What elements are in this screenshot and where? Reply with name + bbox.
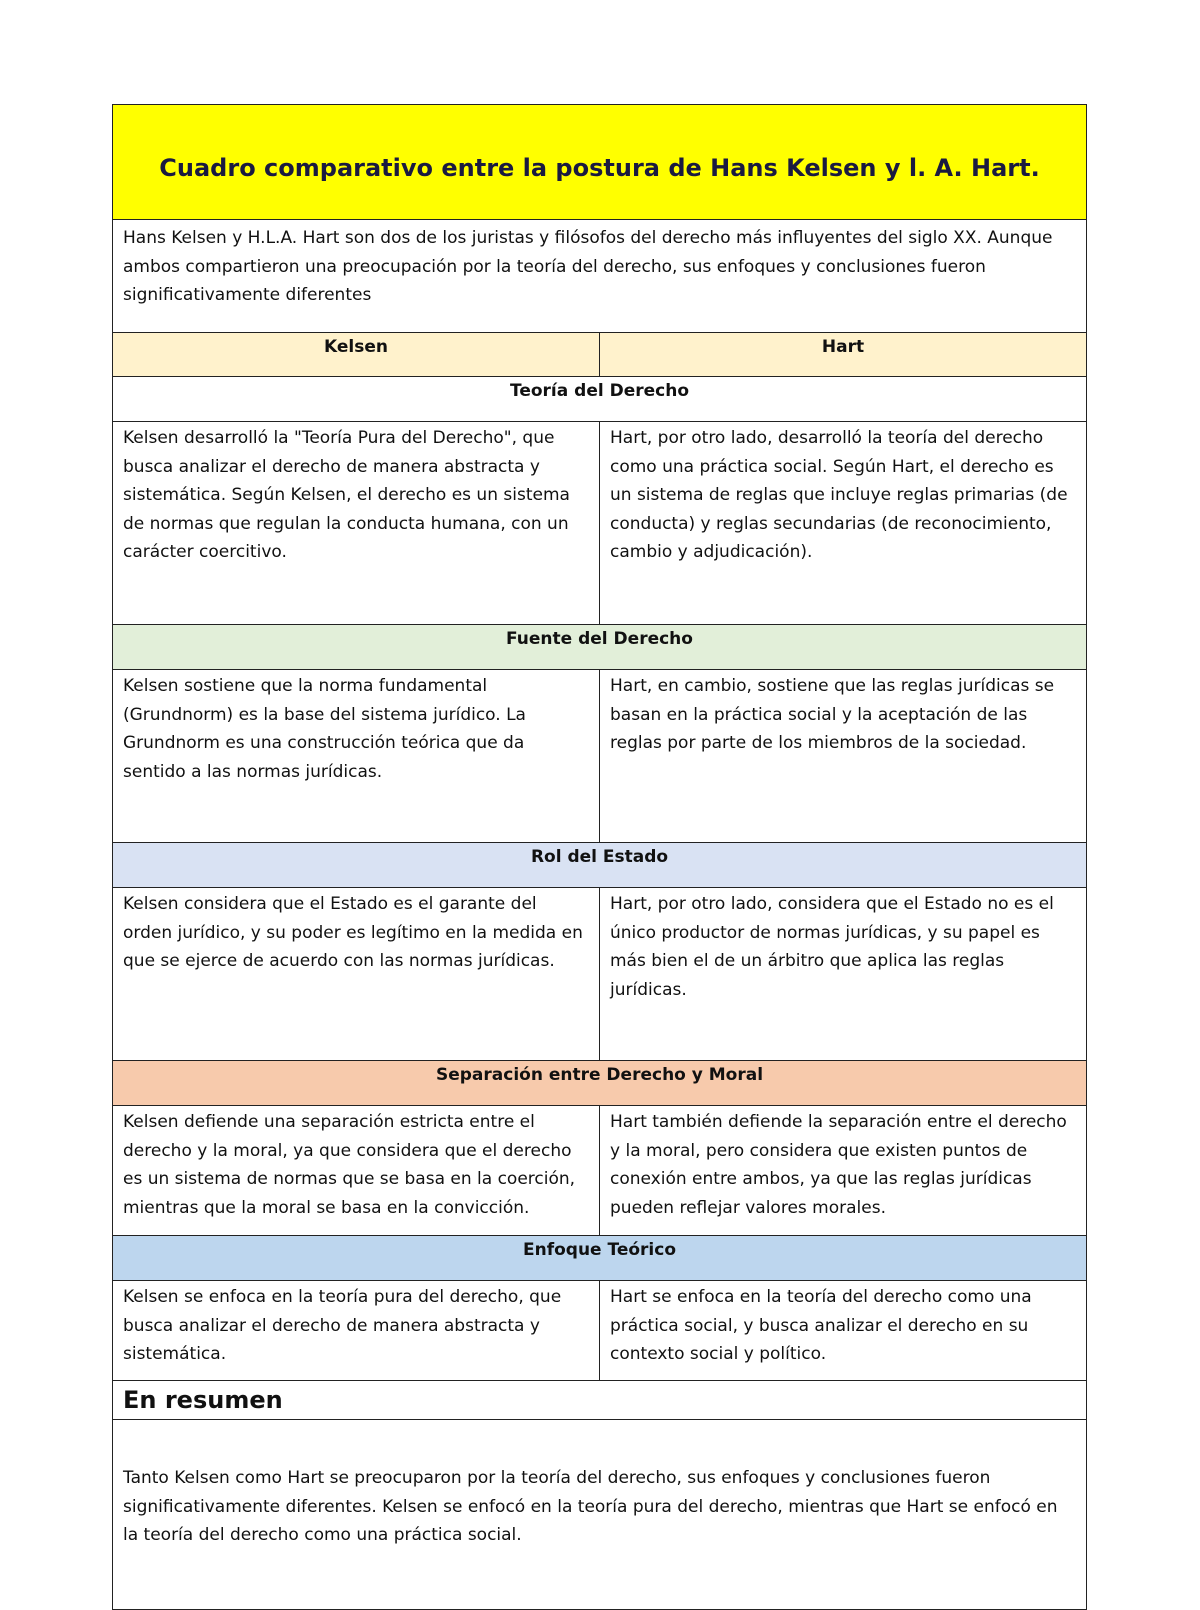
- section-heading-row: [113, 843, 1087, 888]
- title-row: [113, 105, 1087, 220]
- section-row: [113, 670, 1087, 843]
- kelsen-cell-teoria: Kelsen desarrolló la "Teoría Pura del Derecho", que busca analizar el derecho de manera abstracta y sistemática. Según Kelsen, el derecho es un sistema de normas que regulan la conducta humana, con un carácter coercitivo.: [113, 422, 600, 625]
- section-row: [113, 1281, 1087, 1381]
- summary-heading: En resumen: [113, 1381, 1087, 1420]
- intro-row: [113, 220, 1087, 333]
- summary-paragraph: Tanto Kelsen como Hart se preocuparon por la teoría del derecho, sus enfoques y conclusiones fueron significativamente diferentes. Kelsen se enfocó en la teoría pura del derecho, mientras que Hart se enfocó en la teoría del derecho como una práctica social.: [113, 1420, 1087, 1610]
- section-heading-fuente: Fuente del Derecho: [113, 625, 1087, 670]
- hart-cell-enfoque: Hart se enfoca en la teoría del derecho como una práctica social, y busca analizar el derecho en su contexto social y político.: [600, 1281, 1087, 1381]
- section-heading-row: [113, 1236, 1087, 1281]
- section-heading-row: [113, 625, 1087, 670]
- kelsen-cell-rol: Kelsen considera que el Estado es el garante del orden jurídico, y su poder es legítimo en la medida en que se ejerce de acuerdo con las normas jurídicas.: [113, 888, 600, 1061]
- hart-cell-fuente: Hart, en cambio, sostiene que las reglas jurídicas se basan en la práctica social y la aceptación de las reglas por parte de los miembros de la sociedad.: [600, 670, 1087, 843]
- section-heading-teoria: Teoría del Derecho: [113, 377, 1087, 422]
- column-header-row: [113, 333, 1087, 377]
- hart-cell-rol: Hart, por otro lado, considera que el Estado no es el único productor de normas jurídicas, y su papel es más bien el de un árbitro que aplica las reglas jurídicas.: [600, 888, 1087, 1061]
- summary-heading-row: [113, 1381, 1087, 1420]
- hart-cell-teoria: Hart, por otro lado, desarrolló la teoría del derecho como una práctica social. Según Hart, el derecho es un sistema de reglas que incluye reglas primarias (de conducta) y reglas secundarias (de reconocimiento, cambio y adjudicación).: [600, 422, 1087, 625]
- comparison-table: [112, 104, 1087, 1610]
- section-heading-enfoque: Enfoque Teórico: [113, 1236, 1087, 1281]
- summary-body-row: [113, 1420, 1087, 1610]
- column-header-kelsen: Kelsen: [113, 333, 600, 377]
- kelsen-cell-separacion: Kelsen defiende una separación estricta entre el derecho y la moral, ya que considera que el derecho es un sistema de normas que se basa en la coerción, mientras que la moral se basa en la convicción.: [113, 1106, 600, 1236]
- section-row: [113, 888, 1087, 1061]
- section-heading-row: [113, 1061, 1087, 1106]
- section-heading-separacion: Separación entre Derecho y Moral: [113, 1061, 1087, 1106]
- section-row: [113, 422, 1087, 625]
- section-heading-rol: Rol del Estado: [113, 843, 1087, 888]
- section-row: [113, 1106, 1087, 1236]
- document-title: Cuadro comparativo entre la postura de Hans Kelsen y l. A. Hart.: [113, 105, 1087, 220]
- kelsen-cell-enfoque: Kelsen se enfoca en la teoría pura del derecho, que busca analizar el derecho de manera abstracta y sistemática.: [113, 1281, 600, 1381]
- section-heading-row: [113, 377, 1087, 422]
- intro-paragraph: Hans Kelsen y H.L.A. Hart son dos de los juristas y filósofos del derecho más influyentes del siglo XX. Aunque ambos compartieron una preocupación por la teoría del derecho, sus enfoques y conclusiones fueron significativamente diferentes: [113, 220, 1087, 333]
- column-header-hart: Hart: [600, 333, 1087, 377]
- kelsen-cell-fuente: Kelsen sostiene que la norma fundamental (Grundnorm) es la base del sistema jurídico. La Grundnorm es una construcción teórica que da sentido a las normas jurídicas.: [113, 670, 600, 843]
- hart-cell-separacion: Hart también defiende la separación entre el derecho y la moral, pero considera que existen puntos de conexión entre ambos, ya que las reglas jurídicas pueden reflejar valores morales.: [600, 1106, 1087, 1236]
